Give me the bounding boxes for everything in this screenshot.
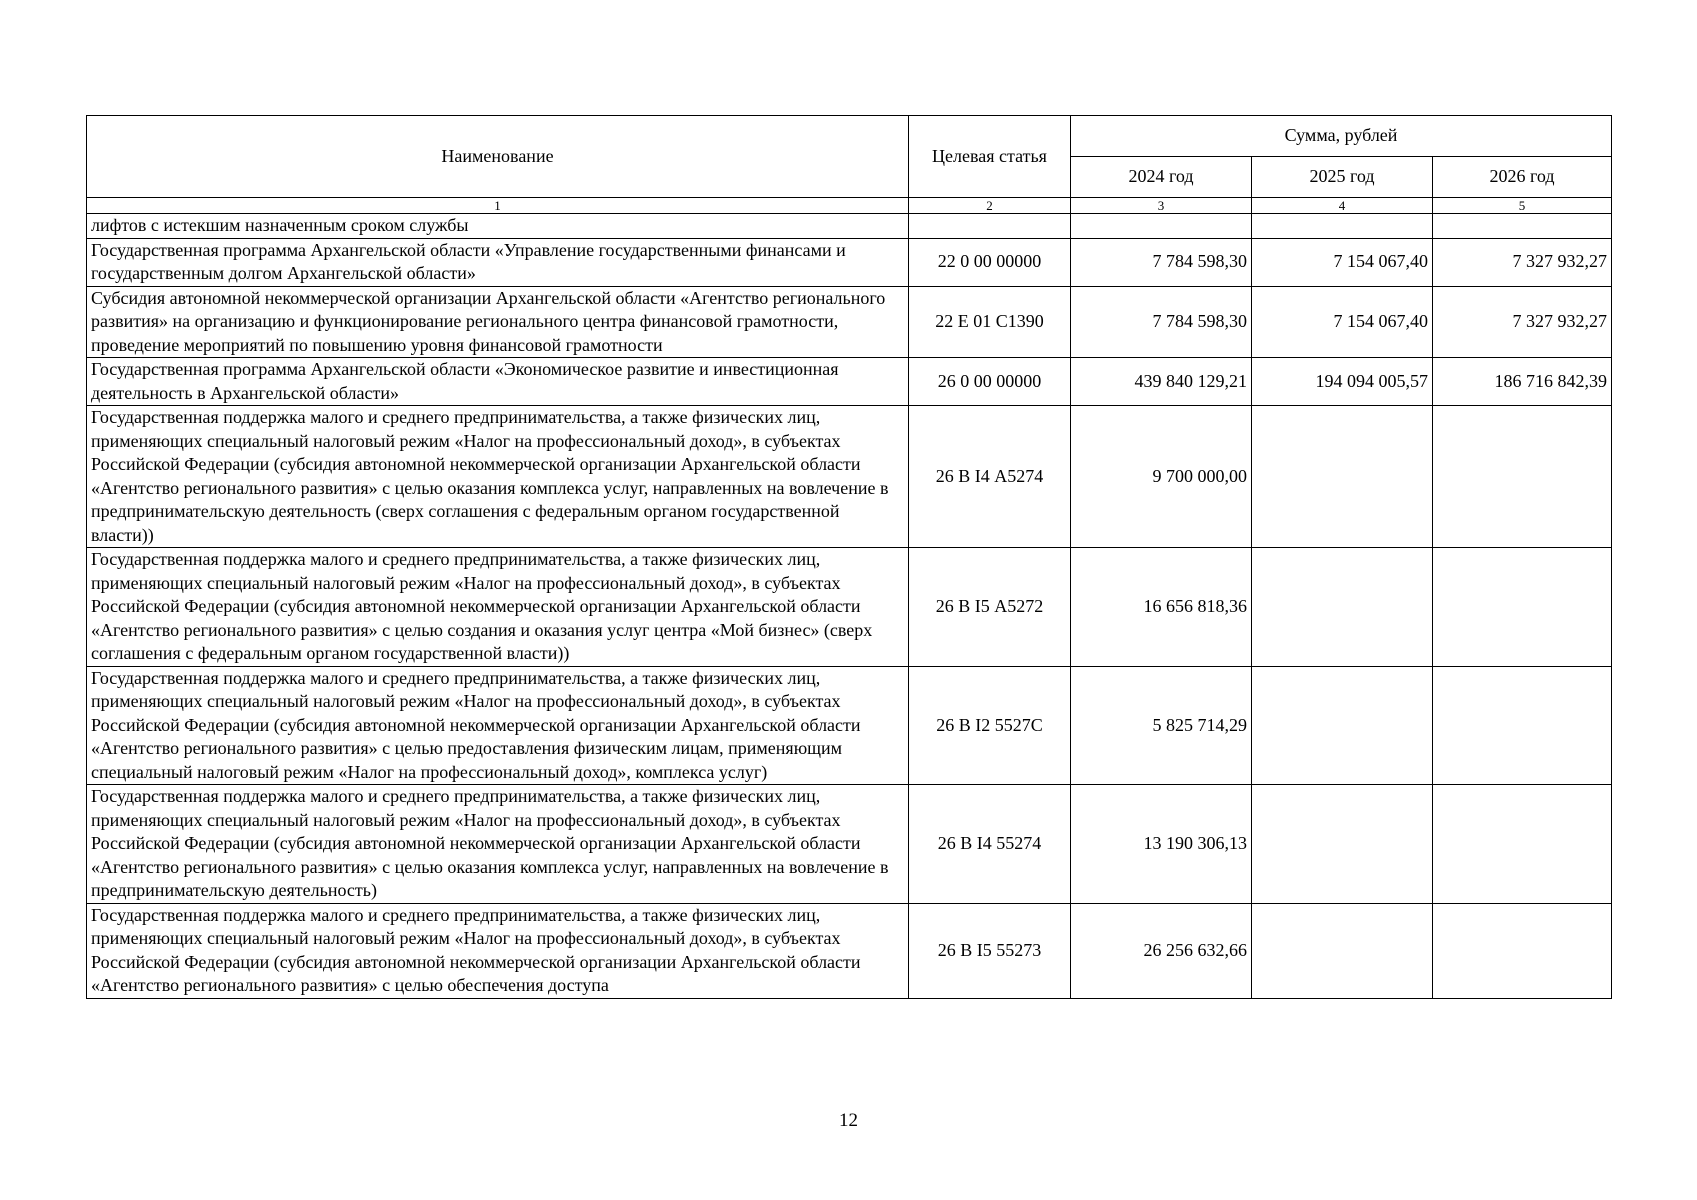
row-code: 26 В I4 А5274	[909, 406, 1071, 548]
row-amount-2025: 7 154 067,40	[1252, 286, 1433, 358]
row-name: Государственная поддержка малого и среднего предпринимательства, а также физических лиц, применяющих специальный налоговый режим «Налог на профессиональный доход», в субъектах Российской Федерации (субсидия автономной некоммерческой организации Архангельской области «Агентство регионального развития» с целью обеспечения доступа	[87, 903, 909, 998]
table-row	[87, 406, 1612, 548]
table-row	[87, 785, 1612, 904]
row-amount-2024: 7 784 598,30	[1071, 238, 1252, 286]
row-code: 22 0 00 00000	[909, 238, 1071, 286]
column-number: 5	[1433, 198, 1612, 214]
row-name: Субсидия автономной некоммерческой организации Архангельской области «Агентство регионального развития» на организацию и функционирование регионального центра финансовой грамотности, проведение мероприятий по повышению уровня финансовой грамотности	[87, 286, 909, 358]
budget-table	[86, 115, 1612, 999]
row-name: лифтов с истекшим назначенным сроком службы	[87, 214, 909, 239]
row-amount-2026	[1433, 903, 1612, 998]
row-amount-2025	[1252, 785, 1433, 904]
row-name: Государственная поддержка малого и среднего предпринимательства, а также физических лиц, применяющих специальный налоговый режим «Налог на профессиональный доход», в субъектах Российской Федерации (субсидия автономной некоммерческой организации Архангельской области «Агентство регионального развития» с целью создания и оказания услуг центра «Мой бизнес» (сверх соглашения с федеральным органом государственной власти))	[87, 548, 909, 667]
header-code: Целевая статья	[909, 116, 1071, 198]
row-amount-2024: 16 656 818,36	[1071, 548, 1252, 667]
row-amount-2024: 13 190 306,13	[1071, 785, 1252, 904]
row-amount-2025	[1252, 903, 1433, 998]
row-amount-2025	[1252, 666, 1433, 785]
row-amount-2025: 7 154 067,40	[1252, 238, 1433, 286]
header-name: Наименование	[87, 116, 909, 198]
row-code: 22 Е 01 С1390	[909, 286, 1071, 358]
table-row	[87, 903, 1612, 998]
header-year-2025: 2025 год	[1252, 157, 1433, 198]
row-amount-2025: 194 094 005,57	[1252, 358, 1433, 406]
row-amount-2025	[1252, 548, 1433, 667]
row-amount-2024: 439 840 129,21	[1071, 358, 1252, 406]
row-amount-2026	[1433, 666, 1612, 785]
table-row	[87, 666, 1612, 785]
table-row	[87, 286, 1612, 358]
table-body	[87, 214, 1612, 999]
row-code: 26 В I5 А5272	[909, 548, 1071, 667]
row-name: Государственная программа Архангельской области «Экономическое развитие и инвестиционная деятельность в Архангельской области»	[87, 358, 909, 406]
table-row	[87, 358, 1612, 406]
row-name: Государственная поддержка малого и среднего предпринимательства, а также физических лиц, применяющих специальный налоговый режим «Налог на профессиональный доход», в субъектах Российской Федерации (субсидия автономной некоммерческой организации Архангельской области «Агентство регионального развития» с целью оказания комплекса услуг, направленных на вовлечение в предпринимательскую деятельность (сверх соглашения с федеральным органом государственной власти))	[87, 406, 909, 548]
row-amount-2024: 26 256 632,66	[1071, 903, 1252, 998]
row-amount-2024: 5 825 714,29	[1071, 666, 1252, 785]
row-name: Государственная программа Архангельской области «Управление государственными финансами и государственным долгом Архангельской области»	[87, 238, 909, 286]
row-amount-2026: 7 327 932,27	[1433, 238, 1612, 286]
row-code: 26 В I2 5527С	[909, 666, 1071, 785]
row-amount-2026: 186 716 842,39	[1433, 358, 1612, 406]
row-name: Государственная поддержка малого и среднего предпринимательства, а также физических лиц, применяющих специальный налоговый режим «Налог на профессиональный доход», в субъектах Российской Федерации (субсидия автономной некоммерческой организации Архангельской области «Агентство регионального развития» с целью оказания комплекса услуг, направленных на вовлечение в предпринимательскую деятельность)	[87, 785, 909, 904]
row-amount-2024: 9 700 000,00	[1071, 406, 1252, 548]
row-amount-2026	[1433, 785, 1612, 904]
row-amount-2025	[1252, 406, 1433, 548]
column-number-row	[87, 198, 1612, 214]
column-number: 1	[87, 198, 909, 214]
row-amount-2026: 7 327 932,27	[1433, 286, 1612, 358]
row-amount-2024	[1071, 214, 1252, 239]
table-row	[87, 238, 1612, 286]
row-amount-2025	[1252, 214, 1433, 239]
row-amount-2024: 7 784 598,30	[1071, 286, 1252, 358]
column-number: 3	[1071, 198, 1252, 214]
row-name: Государственная поддержка малого и среднего предпринимательства, а также физических лиц, применяющих специальный налоговый режим «Налог на профессиональный доход», в субъектах Российской Федерации (субсидия автономной некоммерческой организации Архангельской области «Агентство регионального развития» с целью предоставления физическим лицам, применяющим специальный налоговый режим «Налог на профессиональный доход», комплекса услуг)	[87, 666, 909, 785]
row-code: 26 В I5 55273	[909, 903, 1071, 998]
column-number: 2	[909, 198, 1071, 214]
table-row	[87, 548, 1612, 667]
row-code	[909, 214, 1071, 239]
page-number: 12	[839, 1110, 858, 1131]
row-code: 26 0 00 00000	[909, 358, 1071, 406]
row-amount-2026	[1433, 406, 1612, 548]
table-header	[87, 116, 1612, 214]
row-amount-2026	[1433, 214, 1612, 239]
header-year-2024: 2024 год	[1071, 157, 1252, 198]
table-row	[87, 214, 1612, 239]
header-year-2026: 2026 год	[1433, 157, 1612, 198]
header-sum: Сумма, рублей	[1071, 116, 1612, 157]
header-row-1	[87, 116, 1612, 157]
row-amount-2026	[1433, 548, 1612, 667]
column-number: 4	[1252, 198, 1433, 214]
row-code: 26 В I4 55274	[909, 785, 1071, 904]
